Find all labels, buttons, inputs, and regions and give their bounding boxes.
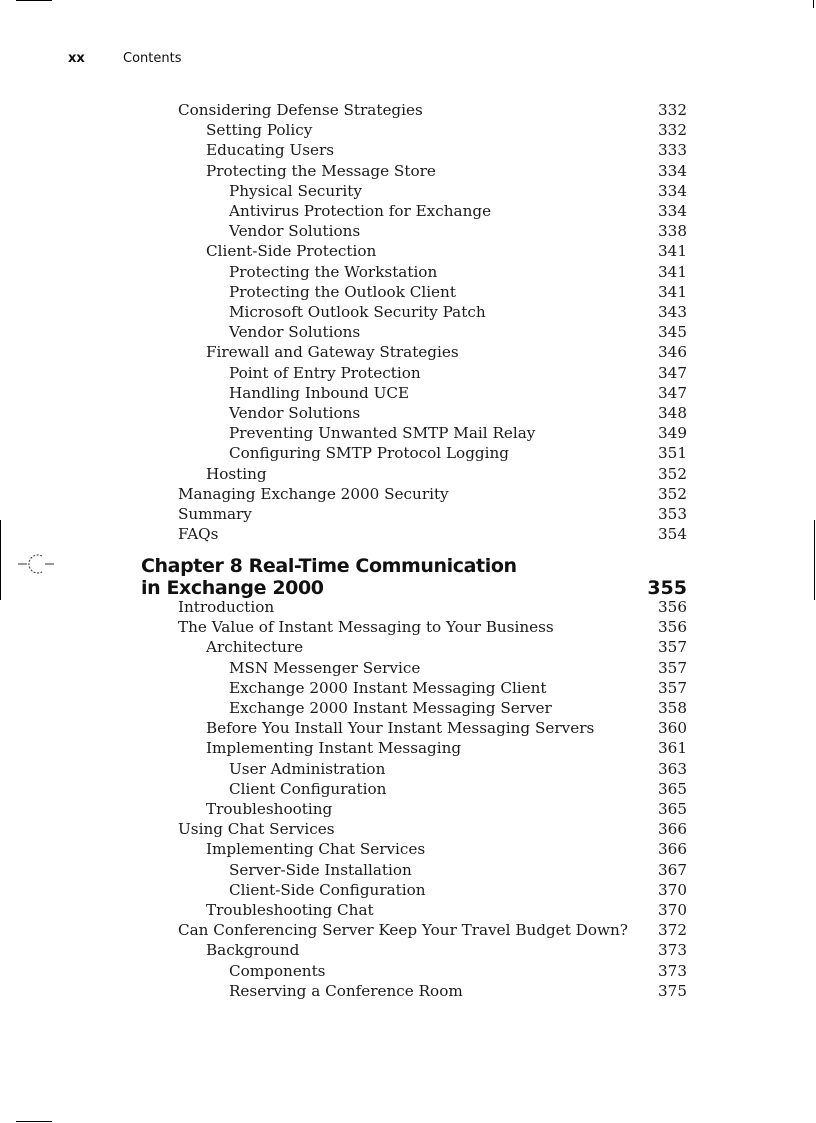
- toc-entry-page: 347: [658, 363, 687, 382]
- crop-mark-top-right: [813, 0, 814, 8]
- toc-entry: [206, 637, 687, 657]
- toc-entry-title: Implementing Chat Services: [206, 840, 426, 859]
- toc-entry-page: 348: [658, 404, 687, 422]
- toc-entry-page: 366: [658, 840, 687, 859]
- toc-entry-title: Preventing Unwanted SMTP Mail Relay: [229, 424, 536, 443]
- toc-entry-page: 361: [658, 739, 687, 758]
- toc-entry: [229, 383, 687, 403]
- toc-entry: [178, 597, 687, 617]
- toc-entry-page: 341: [658, 262, 687, 281]
- toc-entry-page: 365: [658, 800, 687, 818]
- toc-entry-title: Protecting the Message Store: [206, 161, 436, 180]
- toc-entry-title: Vendor Solutions: [229, 404, 361, 422]
- toc-entry-page: 357: [658, 638, 687, 657]
- toc-entry-page: 351: [658, 444, 687, 463]
- toc-entry-title: Exchange 2000 Instant Messaging Server: [229, 699, 552, 717]
- toc-entry: [206, 799, 687, 819]
- toc-entry-title: Introduction: [178, 598, 275, 616]
- toc-entry: [229, 282, 687, 302]
- toc-entry: [206, 738, 687, 758]
- toc-entry-title: Before You Install Your Instant Messaging Servers: [206, 719, 595, 738]
- toc-entry: [206, 120, 687, 140]
- toc-entry-title: Managing Exchange 2000 Security: [178, 484, 449, 503]
- toc-entry: [178, 920, 687, 940]
- toc-entry-page: 357: [658, 658, 687, 677]
- toc-entry: [229, 403, 687, 423]
- toc-entry: [229, 759, 687, 779]
- toc-entry-title: Background: [206, 941, 300, 960]
- toc-entry-page: 353: [658, 505, 687, 523]
- registration-mark-icon: [18, 552, 54, 576]
- toc-entry-title: Protecting the Outlook Client: [229, 282, 456, 301]
- toc-entry-title: MSN Messenger Service: [229, 658, 421, 677]
- chapter-title-line1: Chapter 8 Real-Time Communication: [141, 555, 517, 577]
- toc-entry: [229, 322, 687, 342]
- toc-entry-page: 332: [658, 121, 687, 140]
- toc-entry-page: 367: [658, 860, 687, 879]
- toc-entry-title: Can Conferencing Server Keep Your Travel Budget Down?: [178, 921, 628, 940]
- toc-entry: [229, 779, 687, 799]
- toc-entry-page: 334: [658, 181, 687, 200]
- toc-entry: [229, 363, 687, 383]
- toc-entry-title: Troubleshooting Chat: [206, 901, 374, 919]
- toc-entry-title: Exchange 2000 Instant Messaging Client: [229, 678, 547, 697]
- toc-entry-page: 370: [658, 880, 687, 899]
- toc-entry: [206, 900, 687, 920]
- toc-entry-page: 373: [658, 961, 687, 980]
- toc-entry: [206, 464, 687, 484]
- toc-entry-title: Vendor Solutions: [229, 323, 361, 342]
- toc-entry-title: Client-Side Protection: [206, 242, 377, 261]
- toc-entry: [178, 504, 687, 524]
- toc-entry-page: 346: [658, 343, 687, 362]
- toc-entry-title: Antivirus Protection for Exchange: [229, 202, 492, 220]
- toc-entry: [206, 241, 687, 261]
- toc-entry: [229, 961, 687, 981]
- toc-entry: [178, 819, 687, 839]
- toc-entry-title: Troubleshooting: [206, 800, 333, 818]
- toc-entry-page: 352: [658, 484, 687, 503]
- toc-entry-page: 375: [658, 981, 687, 1000]
- toc-entry: [206, 140, 687, 160]
- toc-entry-page: 341: [658, 282, 687, 301]
- toc-entry-page: 373: [658, 941, 687, 960]
- toc-entry-page: 372: [658, 921, 687, 940]
- toc-entry: [229, 302, 687, 322]
- toc-entry-page: 343: [658, 303, 687, 321]
- page-header: [68, 51, 181, 66]
- chapter-page-number: 355: [647, 577, 687, 599]
- toc-entry-title: Handling Inbound UCE: [229, 383, 410, 402]
- toc-entry-page: 347: [658, 383, 687, 402]
- toc-entry-title: Microsoft Outlook Security Patch: [229, 303, 486, 321]
- toc-entry: [206, 161, 687, 181]
- toc-entry-title: Setting Policy: [206, 121, 313, 140]
- toc-entry-title: Using Chat Services: [178, 820, 335, 839]
- toc-entry: [229, 860, 687, 880]
- toc-entry: [229, 201, 687, 221]
- toc-entry-page: 366: [658, 820, 687, 839]
- toc-entry: [178, 617, 687, 637]
- toc-entry-page: 341: [658, 242, 687, 261]
- toc-entry-title: Server-Side Installation: [229, 860, 412, 879]
- toc-entry-page: 356: [658, 618, 687, 637]
- toc-entry: [206, 940, 687, 960]
- toc-entry-title: Educating Users: [206, 141, 335, 160]
- toc-entry-title: Protecting the Workstation: [229, 262, 438, 281]
- toc-entry-page: 338: [658, 222, 687, 241]
- toc-entry-title: Point of Entry Protection: [229, 363, 421, 382]
- toc-entry-page: 363: [658, 759, 687, 778]
- toc-entry-page: 349: [658, 424, 687, 443]
- toc-entry: [229, 981, 687, 1001]
- toc-entry-title: Physical Security: [229, 181, 362, 200]
- toc-entry: [206, 839, 687, 859]
- toc-entry: [229, 443, 687, 463]
- toc-entry: [178, 100, 687, 120]
- toc-entry: [229, 698, 687, 718]
- toc-entry: [178, 484, 687, 504]
- toc-entry: [206, 342, 687, 362]
- toc-entry-page: 365: [658, 779, 687, 798]
- toc-entry-page: 360: [658, 719, 687, 738]
- crop-mark-right-edge: [814, 520, 815, 600]
- toc-entry: [206, 718, 687, 738]
- toc-entry: [229, 423, 687, 443]
- toc-entry-page: 332: [658, 101, 687, 119]
- toc-entry-page: 357: [658, 678, 687, 697]
- toc-entry-page: 354: [658, 525, 687, 544]
- chapter-title-line2: in Exchange 2000: [141, 577, 324, 599]
- toc-entry-page: 334: [658, 161, 687, 180]
- toc-entry-title: Firewall and Gateway Strategies: [206, 343, 459, 362]
- toc-entry-title: Summary: [178, 505, 252, 523]
- toc-entry-page: 352: [658, 464, 687, 483]
- toc-entry: [178, 524, 687, 544]
- crop-mark-top-left: [16, 0, 52, 1]
- toc-entry-title: User Administration: [229, 759, 386, 778]
- toc-entry-page: 334: [658, 202, 687, 220]
- toc-entry: [229, 658, 687, 678]
- toc-entry-page: 333: [658, 141, 687, 160]
- toc-entry: [229, 181, 687, 201]
- toc-entry: [229, 880, 687, 900]
- toc-entry-title: FAQs: [178, 525, 219, 544]
- toc-entry-title: Client-Side Configuration: [229, 880, 426, 899]
- toc-entry-page: 370: [658, 901, 687, 919]
- toc-entry-title: Vendor Solutions: [229, 222, 361, 241]
- running-title: Contents: [123, 51, 182, 66]
- toc-entry-title: Configuring SMTP Protocol Logging: [229, 444, 509, 463]
- toc-entry-title: Implementing Instant Messaging: [206, 739, 462, 758]
- toc-entry-title: Considering Defense Strategies: [178, 101, 423, 119]
- toc-entry-page: 356: [658, 598, 687, 616]
- toc-entry-page: 345: [658, 323, 687, 342]
- toc-entry-title: The Value of Instant Messaging to Your Business: [178, 618, 554, 637]
- toc-entry-page: 358: [658, 699, 687, 717]
- toc-entry: [229, 262, 687, 282]
- toc-entry-title: Reserving a Conference Room: [229, 981, 463, 1000]
- page-folio: xx: [68, 51, 85, 66]
- toc-entry-title: Architecture: [206, 638, 304, 657]
- toc-entry-title: Hosting: [206, 464, 267, 483]
- chapter-heading: [141, 555, 687, 599]
- toc-entry: [229, 221, 687, 241]
- toc-entry: [229, 678, 687, 698]
- crop-mark-left-edge: [0, 520, 1, 600]
- toc-entry-title: Client Configuration: [229, 779, 387, 798]
- toc-entry-title: Components: [229, 961, 326, 980]
- crop-mark-bottom-left: [16, 1121, 52, 1122]
